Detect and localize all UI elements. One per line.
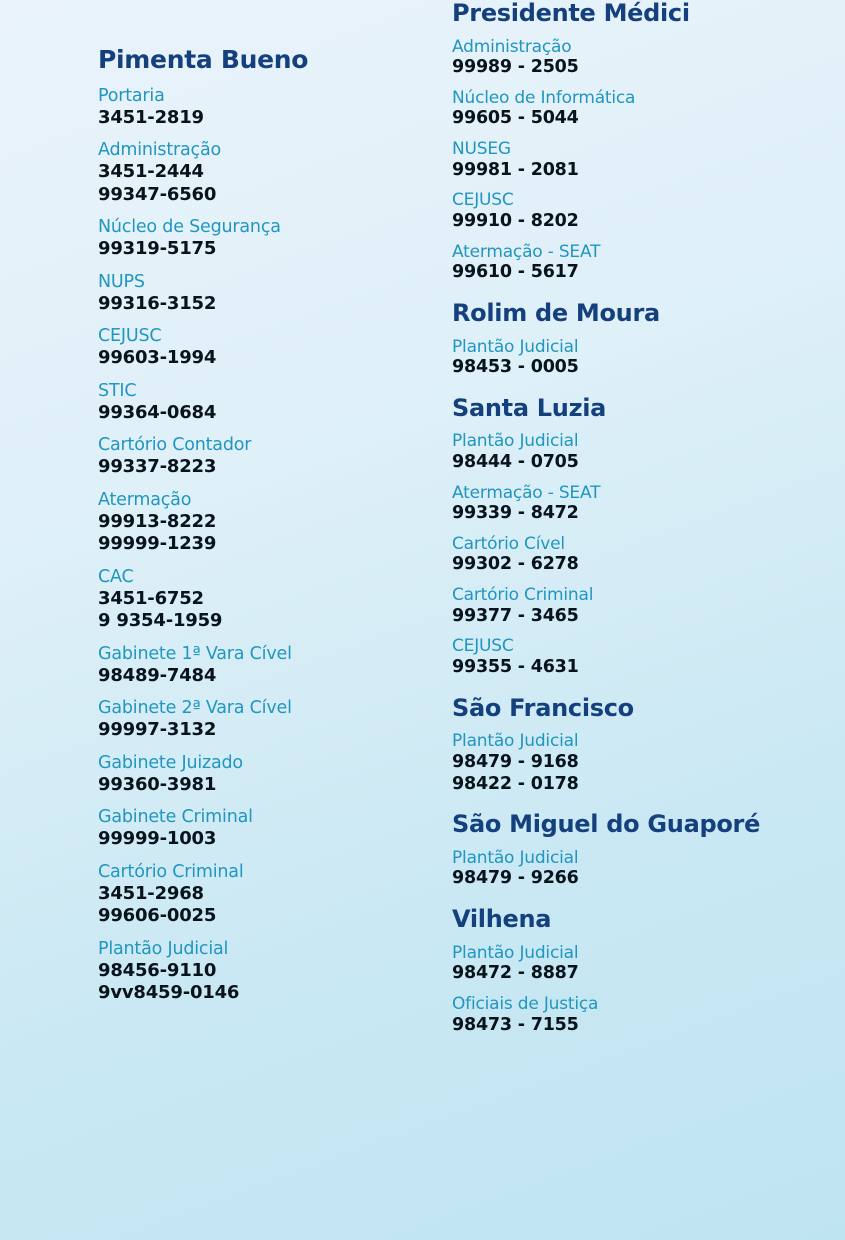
contact-entry	[98, 644, 428, 688]
contact-number[interactable]: 98489-7484	[98, 664, 217, 686]
contact-label: Atermação - SEAT	[452, 482, 601, 503]
contact-entry	[98, 86, 428, 130]
contact-entry	[98, 807, 428, 851]
contact-entry	[98, 140, 428, 206]
contact-label: Gabinete Criminal	[98, 807, 253, 828]
contact-number[interactable]: 99605 - 5044	[452, 108, 579, 129]
contact-entry	[98, 862, 428, 928]
city-heading: Vilhena	[452, 905, 552, 934]
contact-entry	[98, 698, 428, 742]
contact-entry	[452, 139, 812, 181]
contact-label: NUPS	[98, 271, 145, 292]
contact-label: Cartório Criminal	[452, 585, 594, 606]
contact-number[interactable]: 3451-2968	[98, 882, 204, 904]
contact-label: Portaria	[98, 85, 165, 106]
contact-number[interactable]: 98472 - 8887	[452, 963, 579, 984]
city-block	[452, 300, 812, 379]
contact-number[interactable]: 9vv8459-0146	[98, 982, 240, 1004]
contact-number[interactable]: 99337-8223	[98, 456, 217, 478]
contact-number[interactable]: 99999-1003	[98, 828, 217, 850]
contact-label: Cartório Criminal	[98, 861, 244, 882]
city-heading: Pimenta Bueno	[98, 45, 309, 74]
contact-number[interactable]: 3451-2819	[98, 106, 204, 128]
city-heading: Rolim de Moura	[452, 298, 660, 327]
contact-number[interactable]: 99339 - 8472	[452, 503, 579, 524]
contact-label: CAC	[98, 566, 134, 587]
contact-number[interactable]: 99302 - 6278	[452, 554, 579, 575]
city-heading: Presidente Médici	[452, 0, 690, 27]
contact-number[interactable]: 98479 - 9168	[452, 751, 579, 772]
contact-number[interactable]: 3451-6752	[98, 587, 204, 609]
contact-number[interactable]: 99610 - 5617	[452, 262, 579, 283]
contact-label: Administração	[98, 140, 221, 161]
contact-number[interactable]: 99347-6560	[98, 183, 217, 205]
contact-label: NUSEG	[452, 139, 511, 160]
contact-entry	[98, 217, 428, 261]
contact-label: Oficiais de Justiça	[452, 994, 599, 1015]
contact-number[interactable]: 3451-2444	[98, 161, 204, 183]
contact-entry	[452, 242, 812, 284]
contact-entry	[98, 326, 428, 370]
contact-entry	[452, 190, 812, 232]
contact-label: Atermação	[98, 489, 192, 510]
contact-entry	[452, 337, 812, 379]
contact-number[interactable]: 99355 - 4631	[452, 656, 579, 677]
contact-entry	[98, 753, 428, 797]
contact-label: Plantão Judicial	[452, 431, 579, 452]
contact-label: Núcleo de Segurança	[98, 217, 281, 238]
city-block	[452, 695, 812, 796]
contact-number[interactable]: 99981 - 2081	[452, 159, 579, 180]
contact-label: Cartório Contador	[98, 435, 252, 456]
contact-label: Plantão Judicial	[452, 848, 579, 869]
contact-number[interactable]: 99377 - 3465	[452, 605, 579, 626]
contact-label: Administração	[452, 36, 572, 57]
contact-entry	[452, 731, 812, 795]
contact-label: Cartório Cível	[452, 533, 565, 554]
contact-label: CEJUSC	[452, 636, 514, 657]
contact-number[interactable]: 98453 - 0005	[452, 356, 579, 377]
contact-number[interactable]: 99364-0684	[98, 401, 217, 423]
contact-number[interactable]: 99316-3152	[98, 292, 217, 314]
contact-number[interactable]: 99997-3132	[98, 719, 217, 741]
contact-number[interactable]: 98456-9110	[98, 959, 217, 981]
contact-number[interactable]: 99910 - 8202	[452, 210, 579, 231]
contact-entry	[452, 88, 812, 130]
contact-label: Gabinete Juizado	[98, 752, 243, 773]
contact-number[interactable]: 9 9354-1959	[98, 610, 223, 632]
contact-number[interactable]: 98473 - 7155	[452, 1014, 579, 1035]
contact-entry	[452, 994, 812, 1036]
column-right	[452, 0, 812, 1038]
contact-number[interactable]: 99606-0025	[98, 905, 217, 927]
contact-number[interactable]: 98444 - 0705	[452, 451, 579, 472]
column-left	[98, 0, 428, 1007]
city-block	[98, 46, 428, 1005]
contact-label: Plantão Judicial	[452, 942, 579, 963]
city-heading: Santa Luzia	[452, 393, 607, 422]
contact-entry	[452, 534, 812, 576]
contact-number[interactable]: 98422 - 0178	[452, 773, 579, 794]
contact-entry	[452, 431, 812, 473]
contact-label: Plantão Judicial	[452, 731, 579, 752]
contact-number[interactable]: 99913-8222	[98, 510, 217, 532]
contact-label: Atermação - SEAT	[452, 241, 601, 262]
city-block	[452, 906, 812, 1036]
contact-entry	[98, 435, 428, 479]
contact-number[interactable]: 99989 - 2505	[452, 56, 579, 77]
contact-entry	[452, 943, 812, 985]
contact-label: Gabinete 2ª Vara Cível	[98, 698, 292, 719]
contact-number[interactable]: 99319-5175	[98, 238, 217, 260]
city-block	[452, 395, 812, 679]
contact-label: Gabinete 1ª Vara Cível	[98, 643, 292, 664]
city-heading: São Francisco	[452, 693, 634, 722]
contact-entry	[98, 567, 428, 633]
contact-entry	[452, 37, 812, 79]
city-block	[452, 0, 812, 284]
contact-label: CEJUSC	[98, 326, 162, 347]
city-block	[452, 811, 812, 890]
contact-entry	[98, 381, 428, 425]
contact-number[interactable]: 99360-3981	[98, 773, 217, 795]
contact-label: CEJUSC	[452, 190, 514, 211]
contact-entry	[98, 272, 428, 316]
contact-entry	[98, 490, 428, 556]
contact-entry	[452, 636, 812, 678]
contact-number[interactable]: 98479 - 9266	[452, 868, 579, 889]
contact-label: Núcleo de Informática	[452, 87, 636, 108]
contact-entry	[98, 939, 428, 1005]
city-heading: São Miguel do Guaporé	[452, 810, 761, 839]
contact-label: STIC	[98, 380, 137, 401]
contact-number[interactable]: 99603-1994	[98, 347, 217, 369]
contact-entry	[452, 483, 812, 525]
contact-label: Plantão Judicial	[98, 938, 229, 959]
contact-entry	[452, 848, 812, 890]
contact-entry	[452, 585, 812, 627]
contact-label: Plantão Judicial	[452, 336, 579, 357]
contact-number[interactable]: 99999-1239	[98, 533, 217, 555]
